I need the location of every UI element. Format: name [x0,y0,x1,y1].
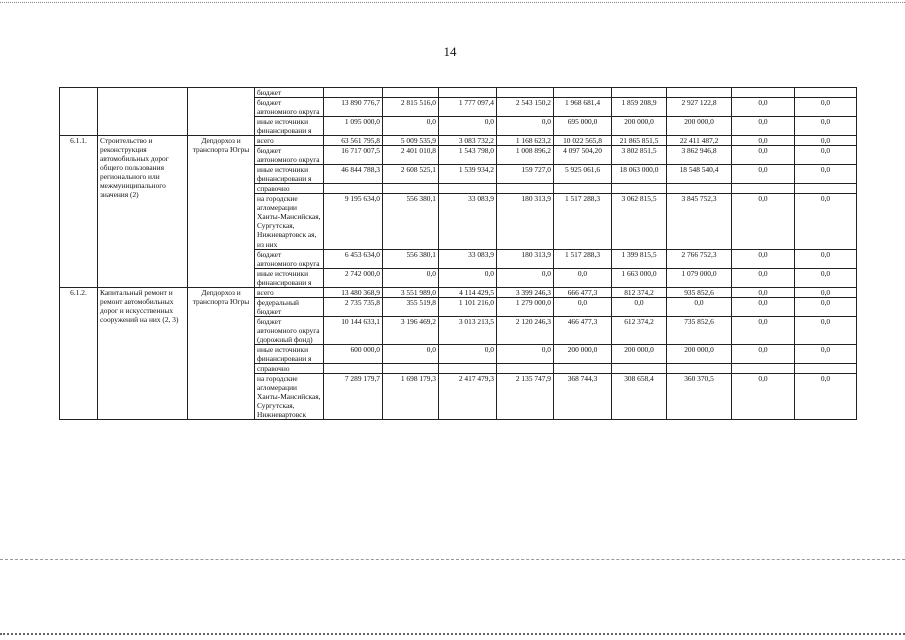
funding-source-cell: иные источники финансировани я [255,165,324,184]
amount-cell [732,184,795,194]
amount-cell: 556 380,1 [383,194,439,249]
amount-cell: 1 279 000,0 [497,297,554,316]
amount-cell: 0,0 [732,316,795,344]
amount-cell: 10 022 565,8 [554,136,612,146]
amount-cell: 5 009 535,9 [383,136,439,146]
amount-cell [324,184,383,194]
amount-cell: 0,0 [795,136,857,146]
amount-cell: 0,0 [732,249,795,268]
measure-name-cell [98,88,188,136]
amount-cell: 13 480 368,9 [324,287,383,297]
amount-cell: 6 453 634,0 [324,249,383,268]
funding-source-cell: справочно [255,363,324,373]
funding-source-cell: всего [255,136,324,146]
amount-cell: 3 062 815,5 [612,194,667,249]
amount-cell: 0,0 [497,117,554,136]
amount-cell: 0,0 [795,249,857,268]
amount-cell: 4 114 429,5 [439,287,497,297]
amount-cell: 0,0 [439,268,497,287]
amount-cell: 1 399 815,5 [612,249,667,268]
amount-cell: 935 852,6 [667,287,732,297]
amount-cell: 16 717 007,5 [324,146,383,165]
amount-cell [497,363,554,373]
amount-cell: 33 083,9 [439,249,497,268]
amount-cell: 600 000,0 [324,344,383,363]
amount-cell: 1 168 623,2 [497,136,554,146]
amount-cell: 2 543 150,2 [497,98,554,117]
amount-cell: 0,0 [795,165,857,184]
row-number-cell: 6.1.1. [60,136,98,288]
amount-cell: 308 658,4 [612,373,667,419]
amount-cell: 0,0 [732,287,795,297]
amount-cell: 1 777 097,4 [439,98,497,117]
amount-cell: 1 517 288,3 [554,249,612,268]
amount-cell: 3 399 246,3 [497,287,554,297]
budget-table [59,87,857,420]
amount-cell: 33 083,9 [439,194,497,249]
amount-cell: 0,0 [732,373,795,419]
amount-cell: 1 968 681,4 [554,98,612,117]
executor-cell [188,88,255,136]
amount-cell [667,184,732,194]
amount-cell [732,88,795,98]
amount-cell: 556 380,1 [383,249,439,268]
amount-cell [554,184,612,194]
amount-cell: 3 013 213,5 [439,316,497,344]
amount-cell [497,88,554,98]
amount-cell [383,88,439,98]
amount-cell: 10 144 633,1 [324,316,383,344]
amount-cell: 0,0 [439,344,497,363]
amount-cell: 0,0 [795,287,857,297]
amount-cell: 180 313,9 [497,194,554,249]
amount-cell: 0,0 [383,344,439,363]
amount-cell: 200 000,0 [554,344,612,363]
amount-cell: 0,0 [612,297,667,316]
amount-cell [612,363,667,373]
amount-cell: 200 000,0 [667,344,732,363]
amount-cell [439,363,497,373]
amount-cell: 0,0 [732,146,795,165]
measure-name-cell: Строительство и реконструкция автомобильных дорог общего пользования регионального или межмуниципального значения (2) [98,136,188,288]
amount-cell [667,88,732,98]
amount-cell: 466 477,3 [554,316,612,344]
scan-top-edge [0,2,905,6]
amount-cell: 1 008 896,2 [497,146,554,165]
amount-cell: 0,0 [383,117,439,136]
amount-cell: 200 000,0 [612,117,667,136]
amount-cell: 159 727,0 [497,165,554,184]
amount-cell: 4 097 504,20 [554,146,612,165]
measure-name-cell: Капитальный ремонт и ремонт автомобильных дорог и искусственных сооружений на них (2, 3) [98,287,188,419]
amount-cell: 0,0 [795,297,857,316]
funding-source-cell: бюджет автономного округа (дорожный фонд) [255,316,324,344]
funding-source-cell: на городские агломерации Ханты-Мансийская, Сургутская, Нижневартовск [255,373,324,419]
amount-cell: 2 401 010,8 [383,146,439,165]
amount-cell: 0,0 [795,98,857,117]
amount-cell: 0,0 [732,117,795,136]
row-number-cell [60,88,98,136]
amount-cell: 200 000,0 [667,117,732,136]
amount-cell: 0,0 [497,344,554,363]
amount-cell [795,363,857,373]
amount-cell: 1 079 000,0 [667,268,732,287]
amount-cell: 612 374,2 [612,316,667,344]
amount-cell: 2 120 246,3 [497,316,554,344]
amount-cell: 812 374,2 [612,287,667,297]
amount-cell: 7 289 179,7 [324,373,383,419]
executor-cell: Депдорхоз и транспорта Югры [188,136,255,288]
amount-cell: 1 539 934,2 [439,165,497,184]
funding-source-cell: иные источники финансировани я [255,344,324,363]
amount-cell: 2 742 000,0 [324,268,383,287]
amount-cell: 0,0 [732,297,795,316]
amount-cell: 0,0 [554,268,612,287]
amount-cell: 0,0 [732,344,795,363]
amount-cell: 0,0 [795,373,857,419]
amount-cell: 2 815 516,0 [383,98,439,117]
amount-cell [324,363,383,373]
amount-cell: 0,0 [795,316,857,344]
amount-cell: 9 195 634,0 [324,194,383,249]
amount-cell [324,88,383,98]
amount-cell [795,88,857,98]
page-number: 14 [443,44,457,59]
amount-cell: 0,0 [439,117,497,136]
amount-cell: 1 698 179,3 [383,373,439,419]
amount-cell: 63 561 795,8 [324,136,383,146]
amount-cell: 18 548 540,4 [667,165,732,184]
amount-cell: 18 063 000,0 [612,165,667,184]
amount-cell: 0,0 [497,268,554,287]
amount-cell: 180 313,9 [497,249,554,268]
amount-cell: 46 844 788,3 [324,165,383,184]
scan-fold-line [0,559,905,560]
funding-source-cell: бюджет автономного округа [255,98,324,117]
funding-source-cell: справочно [255,184,324,194]
amount-cell: 666 477,3 [554,287,612,297]
amount-cell: 360 370,5 [667,373,732,419]
table-row [60,88,857,98]
amount-cell: 3 551 989,0 [383,287,439,297]
amount-cell: 3 845 752,3 [667,194,732,249]
amount-cell: 0,0 [554,297,612,316]
amount-cell [667,363,732,373]
amount-cell: 695 000,0 [554,117,612,136]
amount-cell: 0,0 [732,136,795,146]
amount-cell [612,88,667,98]
amount-cell: 735 852,6 [667,316,732,344]
amount-cell: 0,0 [795,268,857,287]
amount-cell: 3 862 946,8 [667,146,732,165]
amount-cell: 0,0 [732,268,795,287]
amount-cell [612,184,667,194]
scan-bottom-edge [0,633,905,635]
funding-source-cell: бюджет автономного округа [255,249,324,268]
amount-cell [554,363,612,373]
row-number-cell: 6.1.2. [60,287,98,419]
executor-cell: Депдорхоз и транспорта Югры [188,287,255,419]
amount-cell: 0,0 [795,194,857,249]
amount-cell: 1 517 288,3 [554,194,612,249]
amount-cell: 2 608 525,1 [383,165,439,184]
amount-cell: 2 766 752,3 [667,249,732,268]
funding-source-cell: иные источники финансировани я [255,268,324,287]
amount-cell: 0,0 [732,98,795,117]
amount-cell [439,88,497,98]
amount-cell: 1 859 208,9 [612,98,667,117]
amount-cell [383,363,439,373]
amount-cell: 0,0 [795,117,857,136]
amount-cell: 200 000,0 [612,344,667,363]
amount-cell [497,184,554,194]
amount-cell: 368 744,3 [554,373,612,419]
amount-cell: 0,0 [667,297,732,316]
amount-cell: 3 196 469,2 [383,316,439,344]
amount-cell: 0,0 [795,344,857,363]
amount-cell: 2 735 735,8 [324,297,383,316]
amount-cell: 13 890 776,7 [324,98,383,117]
amount-cell: 2 927 122,8 [667,98,732,117]
amount-cell [383,184,439,194]
funding-source-cell: иные источники финансировани я [255,117,324,136]
amount-cell [732,363,795,373]
table-row [60,136,857,146]
amount-cell: 22 411 487,2 [667,136,732,146]
funding-source-cell: бюджет автономного округа [255,146,324,165]
amount-cell: 21 865 851,5 [612,136,667,146]
amount-cell: 1 543 798,0 [439,146,497,165]
funding-source-cell: бюджет [255,88,324,98]
amount-cell: 1 095 000,0 [324,117,383,136]
amount-cell: 5 925 061,6 [554,165,612,184]
table-row [60,287,857,297]
amount-cell: 3 802 851,5 [612,146,667,165]
amount-cell: 2 135 747,9 [497,373,554,419]
amount-cell: 0,0 [383,268,439,287]
amount-cell [795,184,857,194]
amount-cell [439,184,497,194]
amount-cell: 0,0 [732,194,795,249]
amount-cell: 3 083 732,2 [439,136,497,146]
funding-source-cell: федеральный бюджет [255,297,324,316]
amount-cell: 2 417 479,3 [439,373,497,419]
amount-cell: 0,0 [795,146,857,165]
amount-cell: 1 101 216,0 [439,297,497,316]
funding-source-cell: на городские агломерации Ханты-Мансийская, Сургутская, Нижневартовск ая, из них [255,194,324,249]
amount-cell: 1 663 000,0 [612,268,667,287]
funding-source-cell: всего [255,287,324,297]
amount-cell [554,88,612,98]
amount-cell: 355 519,8 [383,297,439,316]
amount-cell: 0,0 [732,165,795,184]
